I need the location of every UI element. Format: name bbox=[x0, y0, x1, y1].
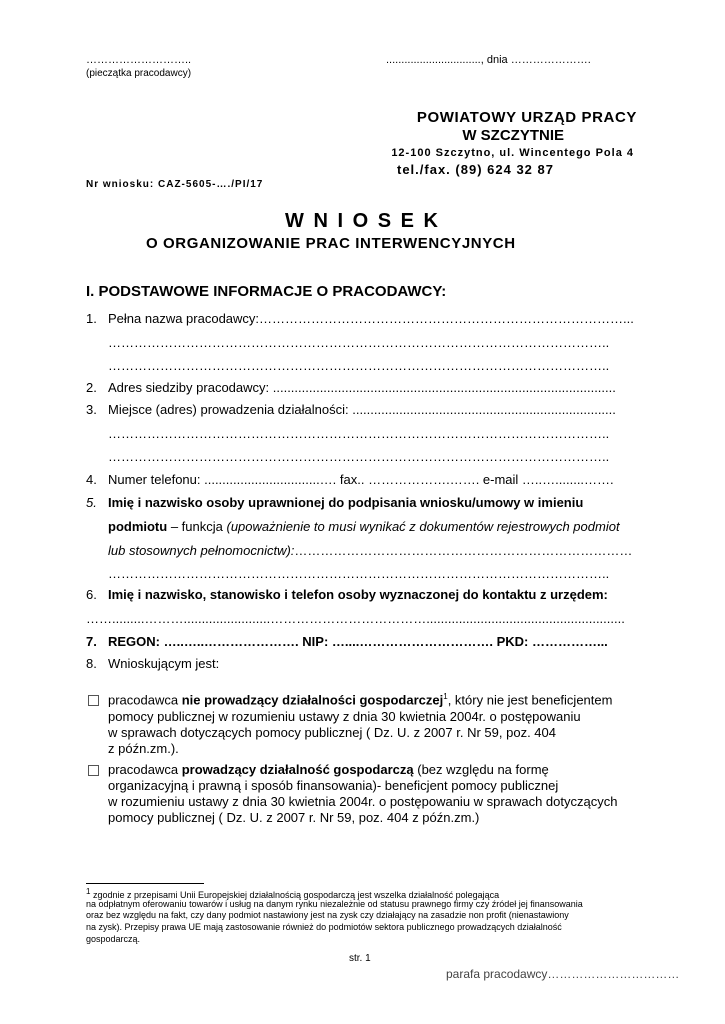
item-number: 1. bbox=[86, 311, 97, 326]
option-text: pracodawca bbox=[108, 762, 182, 777]
signatory-field[interactable]: …………………………………………………………………… bbox=[294, 543, 633, 558]
signatory-label-cont: podmiotu bbox=[108, 519, 168, 534]
page-number: str. 1 bbox=[349, 953, 371, 964]
office-name: POWIATOWY URZĄD PRACY bbox=[416, 109, 637, 126]
page-subtitle: O ORGANIZOWANIE PRAC INTERWENCYJNYCH bbox=[146, 235, 516, 252]
office-address: 12-100 Szczytno, ul. Wincentego Pola 4 bbox=[391, 147, 634, 159]
contact-numbers-field[interactable]: Numer telefonu: ................................…. fax.. ……………….……. e-mail …..…........……. bbox=[108, 472, 614, 487]
business-address-field-line[interactable]: …………………………………………………………………………………………………….. bbox=[108, 449, 610, 464]
signatory-line-3[interactable] bbox=[108, 543, 632, 558]
employer-name-field[interactable]: Pełna nazwa pracodawcy:…………………………………………………………………………... bbox=[108, 311, 634, 326]
item-number: 4. bbox=[86, 472, 97, 487]
signatory-label: Imię i nazwisko osoby uprawnionej do podpisania wniosku/umowy w imieniu bbox=[108, 495, 584, 510]
option-non-business-line4: z późn.zm.). bbox=[108, 741, 179, 756]
application-number: Nr wniosku: CAZ-5605-…./PI/17 bbox=[86, 179, 264, 190]
signatory-line-2 bbox=[108, 519, 620, 534]
footnote-ref: 1 bbox=[443, 692, 448, 701]
item-number: 7. bbox=[86, 634, 97, 649]
page-title: W N I O S E K bbox=[285, 210, 440, 232]
item-number: 5. bbox=[86, 495, 97, 510]
item-number: 6. bbox=[86, 587, 97, 602]
contact-person-label: Imię i nazwisko, stanowisko i telefon osoby wyznaczonej do kontaktu z urzędem: bbox=[108, 587, 608, 602]
contact-person-field[interactable]: …….........………........................………………………………....................................................... bbox=[86, 611, 625, 626]
item-number: 8. bbox=[86, 656, 97, 671]
regon-nip-pkd-field[interactable]: REGON: …..…..…………………. NIP: …....…………………………. PKD: ……………... bbox=[108, 634, 608, 649]
applicant-type-label: Wnioskującym jest: bbox=[108, 656, 220, 671]
option-text: pracodawca bbox=[108, 692, 182, 708]
option-bold-text: nie prowadzący działalności gospodarczej bbox=[181, 692, 444, 708]
footnote-divider bbox=[86, 883, 204, 884]
footnote-line4: na zysk). Przepisy prawa UE mają zastosowanie również do podmiotów sektora publicznego prowadzących działalność bbox=[86, 922, 562, 932]
option-business-line4: pomocy publicznej ( Dz. U. z 2007 r. Nr 59, poz. 404 z późn.zm.) bbox=[108, 810, 480, 825]
option-non-business-line2: pomocy publicznej w rozumieniu ustawy z dnia 30 kwietnia 2004r. o postępowaniu bbox=[108, 709, 581, 724]
stamp-dots: ……………………….. bbox=[86, 54, 192, 66]
authorization-note: (upoważnienie to musi wynikać z dokumentów rejestrowych podmiot bbox=[226, 519, 620, 534]
footnote-line5: gospodarczą. bbox=[86, 934, 141, 944]
item-number: 2. bbox=[86, 380, 97, 395]
option-non-business-line3: w sprawach dotyczących pomocy publicznej ( Dz. U. z 2007 r. Nr 59, poz. 404 bbox=[108, 725, 556, 740]
function-label: – funkcja bbox=[167, 519, 227, 534]
business-address-field-line[interactable]: …………………………………………………………………………………………………….. bbox=[108, 426, 610, 441]
business-address-field[interactable]: Miejsce (adres) prowadzenia działalności: ......................................................................... bbox=[108, 402, 616, 417]
employer-initials-field[interactable]: parafa pracodawcy…………………………… bbox=[446, 967, 680, 981]
option-text: (bez względu na formę bbox=[413, 762, 549, 777]
footnote-line2: na odpłatnym oferowaniu towarów i usług na danym rynku niezależnie od statusu prawnego firmy czy źródeł jej finansowania bbox=[86, 899, 583, 909]
office-city: W SZCZYTNIE bbox=[462, 127, 564, 144]
option-text: , który nie jest beneficjentem bbox=[447, 692, 613, 708]
office-phone: tel./fax. (89) 624 32 87 bbox=[397, 162, 554, 177]
item-number: 3. bbox=[86, 402, 97, 417]
seat-address-field[interactable]: Adres siedziby pracodawcy: ............................................................................................... bbox=[108, 380, 616, 395]
employer-name-field-line[interactable]: …………………………………………………………………………………………………….. bbox=[108, 358, 610, 373]
date-line: ..............................., dnia …………………. bbox=[386, 54, 591, 66]
footnote-marker: 1 bbox=[86, 887, 91, 896]
footnote-text: zgodnie z przepisami Unii Europejskiej działalnością gospodarczą jest wszelka działalność polegająca bbox=[90, 890, 500, 900]
footnote-line3: oraz bez względu na fakt, czy dany podmiot nastawiony jest na zysk czy działający na zasadzie non profit (nienastawiony bbox=[86, 910, 569, 920]
stamp-label: (pieczątka pracodawcy) bbox=[86, 68, 192, 79]
authorization-note-cont: lub stosownych pełnomocnictw): bbox=[108, 543, 295, 558]
option-bold-text: prowadzący działalność gospodarczą bbox=[181, 762, 414, 777]
option-business-line2: organizacyjną i prawną i sposób finansowania)- beneficjent pomocy publicznej bbox=[108, 778, 559, 793]
signatory-field-line[interactable]: …………………………………………………………………………………………………….. bbox=[108, 566, 610, 581]
option-non-business-line1 bbox=[108, 692, 612, 707]
section-heading: I. PODSTAWOWE INFORMACJE O PRACODAWCY: bbox=[86, 283, 447, 300]
option-business-checkbox[interactable] bbox=[88, 765, 99, 776]
employer-name-field-line[interactable]: …………………………………………………………………………………………………….. bbox=[108, 335, 610, 350]
option-business-line3: w rozumieniu ustawy z dnia 30 kwietnia 2004r. o postępowaniu w sprawach dotyczących bbox=[108, 794, 618, 809]
option-business-line1 bbox=[108, 762, 549, 777]
option-non-business-checkbox[interactable] bbox=[88, 695, 99, 706]
